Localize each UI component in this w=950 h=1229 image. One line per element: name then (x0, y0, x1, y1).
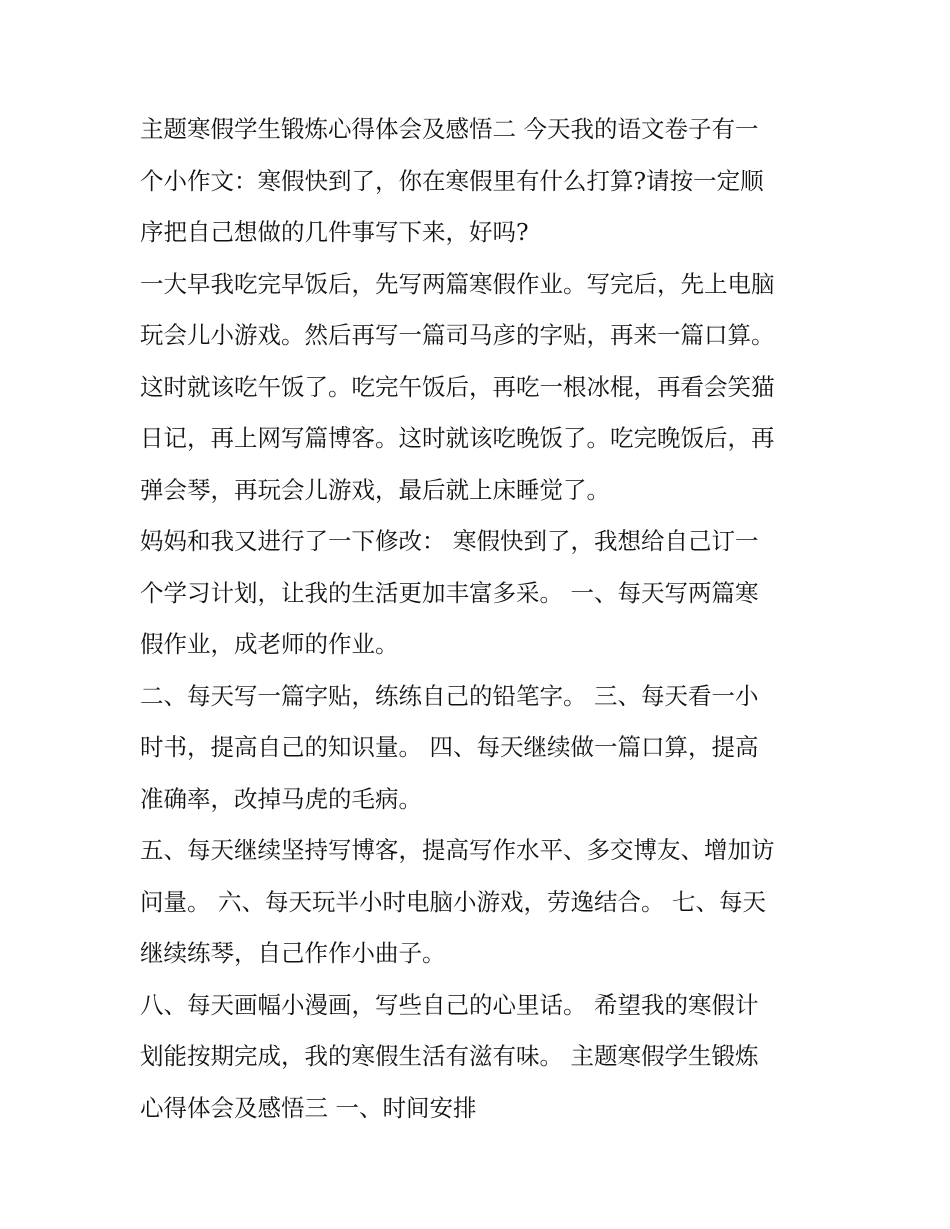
text-line: 这时就该吃午饭了。吃完午饭后，再吃一根冰棍，再看会笑猫 (140, 372, 775, 401)
text-line: 二、每天写一篇字贴，练练自己的铅笔字。 三、每天看一小 (140, 681, 759, 710)
text-line: 八、每天画幅小漫画，写些自己的心里话。 希望我的寒假计 (140, 990, 759, 1019)
text-line: 一大早我吃完早饭后，先写两篇寒假作业。写完后，先上电脑 (140, 269, 775, 298)
document-body (140, 104, 812, 1134)
text-line: 划能按期完成，我的寒假生活有滋有味。 主题寒假学生锻炼 (140, 1042, 759, 1070)
text-line: 序把自己想做的几件事写下来，好吗? (140, 218, 529, 246)
text-line: 准确率，改掉马虎的毛病。 (140, 784, 422, 813)
text-line: 时书，提高自己的知识量。 四、每天继续做一篇口算，提高 (140, 733, 759, 761)
text-line: 继续练琴，自己作作小曲子。 (140, 939, 446, 967)
text-line: 个小作文：寒假快到了，你在寒假里有什么打算?请按一定顺 (140, 166, 764, 195)
text-line: 问量。 六、每天玩半小时电脑小游戏，劳逸结合。 七、每天 (140, 887, 766, 916)
paragraph-5 (140, 825, 812, 980)
text-line: 弹会琴，再玩会儿游戏，最后就上床睡觉了。 (140, 475, 610, 504)
text-line: 日记，再上网写篇博客。这时就该吃晚饭了。吃完晚饭后，再 (140, 424, 775, 452)
text-line: 五、每天继续坚持写博客，提高写作水平、多交博友、增加访 (140, 836, 775, 864)
paragraph-4 (140, 671, 812, 826)
text-line: 心得体会及感悟三 一、时间安排 (140, 1093, 477, 1122)
paragraph-2 (140, 259, 812, 517)
text-line: 假作业，成老师的作业。 (140, 630, 399, 658)
text-line: 个学习计划，让我的生活更加丰富多采。 一、每天写两篇寒 (140, 578, 759, 607)
paragraph-6 (140, 980, 812, 1135)
paragraph-1 (140, 104, 812, 259)
text-line: 妈妈和我又进行了一下修改： 寒假快到了，我想给自己订一 (140, 527, 759, 555)
text-line: 玩会儿小游戏。然后再写一篇司马彦的字贴，再来一篇口算。 (140, 321, 775, 349)
text-line: 主题寒假学生锻炼心得体会及感悟二 今天我的语文卷子有一 (140, 115, 759, 143)
paragraph-3 (140, 516, 812, 671)
